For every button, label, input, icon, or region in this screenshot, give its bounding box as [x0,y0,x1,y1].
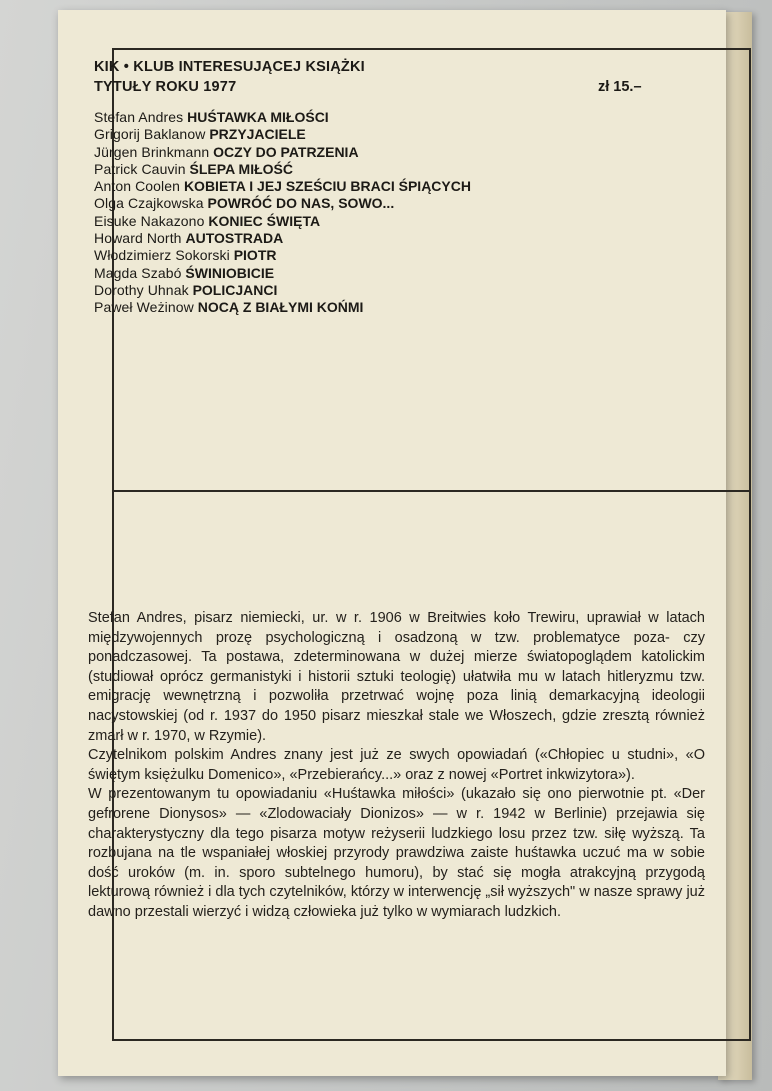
author-name: Howard North [94,230,182,247]
list-item [94,247,471,264]
list-item [94,195,471,212]
author-name: Patrick Cauvin [94,160,186,177]
series-title: KIK • KLUB INTERESUJĄCEJ KSIĄŻKI [94,59,365,75]
author-name: Eisuke Nakazono [94,212,205,229]
list-item [94,299,471,316]
list-item [94,144,471,161]
book-title: NOCĄ Z BIAŁYMI KOŃMI [197,299,364,316]
description-paragraph: W prezentowanym tu opowiadaniu «Huśtawka miłości» (ukazało się ono pierwotnie pt. «Der gefrorene Dionysos» — «Zlodowaciały Dionizos» — w r. 1942 w Berlinie) przejawia się charakterystyczny dla tego pisarza motyw reżyserii ludzkiego losu przez tzw. siłę wyższą. Ta rozbujana na tle wspaniałej włoskiej przyrody prawdziwa zaiste huśtawka uczuć ma w sobie dość uroków (m. in. sporo subtelnego humoru), by stać się mogła atrakcyjną przygodą lekturową również i dla tych czytelników, którzy w interwencję „sił wyższych" w nasze sprawy już dawno przestali wierzyć i widzą człowieka już tylko w wymiarach ludzkich. [88,786,705,920]
book-title: AUTOSTRADA [185,230,284,247]
description-paragraph: Czytelnikom polskim Andres znany jest już ze swych opowiadań («Chłopiec u studni», «O świętym księżulku Domenico», «Przebierańcy...» oraz z nowej «Portret inkwizytora»). [88,747,705,783]
book-back-cover [58,10,726,1076]
author-name: Włodzimierz Sokorski [94,247,230,264]
book-title: ŚLEPA MIŁOŚĆ [189,160,293,177]
book-title: POLICJANCI [192,281,278,298]
book-title: KOBIETA I JEJ SZEŚCIU BRACI ŚPIĄCYCH [183,178,471,195]
book-title: PIOTR [233,247,277,264]
list-item [94,213,471,230]
description-paragraph: Stefan Andres, pisarz niemiecki, ur. w r. 1906 w Breitwies koło Trewiru, uprawiał w latach międzywojennych prozę psychologiczną i osadzoną w tzw. problematyce poza- czy ponadczasowej. Ta postawa, zdeterminowana w dużej mierze światopoglądem katolickim (studiował oprócz germanistyki i historii sztuki teologię) ułatwiła mu w latach hitleryzmu tzw. emigrację wewnętrzną i pozwoliła przetrwać wojnę poza linią demarkacyjną ideologii nacystowskiej (od r. 1937 do 1950 pisarz mieszkał stale we Włoszech, gdzie zresztą również zmarł w r. 1970, w Rzymie). [88,610,705,744]
book-title: PRZYJACIELE [209,126,306,143]
author-name: Jürgen Brinkmann [94,143,210,160]
list-item [94,230,471,247]
book-title: ŚWINIOBICIE [185,264,275,281]
list-item [94,126,471,143]
author-description [88,609,705,923]
list-item [94,109,471,126]
author-name: Anton Coolen [94,178,181,195]
list-item [94,178,471,195]
author-name: Paweł Weżinow [94,299,194,316]
author-name: Grigorij Baklanow [94,126,206,143]
list-item [94,161,471,178]
list-item [94,282,471,299]
author-name: Dorothy Uhnak [94,281,189,298]
book-title: POWRÓĆ DO NAS, SOWO... [207,195,395,212]
author-name: Stefan Andres [94,109,184,125]
list-item [94,265,471,282]
book-title: KONIEC ŚWIĘTA [208,212,321,229]
author-name: Olga Czajkowska [94,195,204,212]
titles-list [94,109,471,317]
price-label: zł 15.– [598,79,642,95]
series-year: TYTUŁY ROKU 1977 [94,79,237,95]
book-title: HUŚTAWKA MIŁOŚCI [187,109,329,125]
author-name: Magda Szabó [94,264,182,281]
book-title: OCZY DO PATRZENIA [213,143,359,160]
